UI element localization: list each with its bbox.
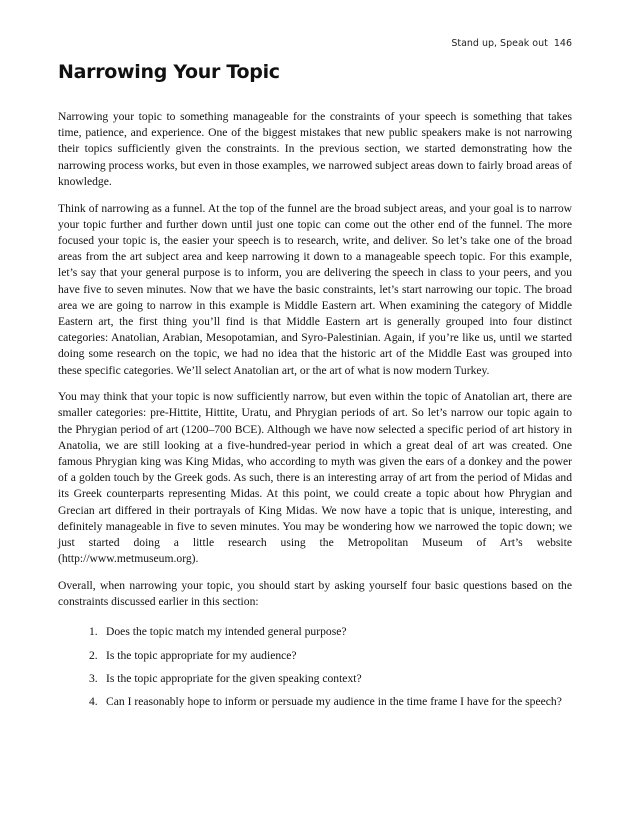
- list-item-number: 2.: [89, 648, 98, 662]
- page-number: 146: [553, 38, 572, 49]
- section-title: Narrowing Your Topic: [58, 61, 280, 83]
- running-header: [451, 38, 572, 49]
- list-item-text: Does the topic match my intended general purpose?: [106, 625, 347, 639]
- list-item-text: Is the topic appropriate for the given speaking context?: [106, 671, 362, 685]
- questions-list: [58, 624, 572, 710]
- list-item-text: Is the topic appropriate for my audience?: [106, 648, 297, 662]
- list-item: [89, 624, 572, 640]
- list-item: [89, 671, 572, 687]
- paragraph-funnel: Think of narrowing as a funnel. At the top of the funnel are the broad subject areas, and your goal is to narrow your topic further and further down until just one topic can come out the other end of the funnel. The more focused your topic is, the easier your speech is to research, write, and deliver. So let’s take one of the broad areas from the art subject area and keep narrowing it down to a manageable speech topic. For this example, let’s say that your general purpose is to inform, you are delivering the speech in class to your peers, and you have five to seven minutes. Now that we have the basic constraints, let’s start narrowing our topic. The broad area we are going to narrow in this example is Middle Eastern art. When examining the category of Middle Eastern art, the first thing you’ll find is that Middle Eastern art is generally grouped into four distinct categories: Anatolian, Arabian, Mesopotamian, and Syro-Palestinian. Again, if you’re like us, until we started doing some research on the topic, we had no idea that the historic art of the Middle East was grouped into these specific categories. We’ll select Anatolian art, or the art of what is now modern Turkey.: [58, 201, 572, 377]
- paragraph-overall: Overall, when narrowing your topic, you should start by asking yourself four basic questions based on the constraints discussed earlier in this section:: [58, 578, 572, 609]
- list-item-text: Can I reasonably hope to inform or persuade my audience in the time frame I have for the speech?: [106, 695, 562, 708]
- list-item-number: 1.: [89, 625, 98, 639]
- paragraph-anatolian: You may think that your topic is now sufficiently narrow, but even within the topic of Anatolian art, there are smaller categories: pre-Hittite, Hittite, Uratu, and Phrygian periods of art. So let’s narrow our topic again to the Phrygian period of art (1200–700 BCE). Although we have now selected a specific period of art history in Anatolia, we are still looking at a five-hundred-year period in which a great deal of art was created. One famous Phrygian king was King Midas, who according to myth was given the ears of a donkey and the power of a golden touch by the Greek gods. As such, there is an interesting array of art from the period of Midas and its Greek counterparts representing Midas. At this point, we could create a topic about how Phrygian and Grecian art differed in their portrayals of King Midas. We now have a topic that is unique, interesting, and definitely manageable in five to seven minutes. You may be wondering how we narrowed the topic down; we just started doing a little research using the Metropolitan Museum of Art’s website (http://www.metmuseum.org).: [58, 390, 572, 566]
- list-item: [89, 694, 572, 710]
- list-item-number: 4.: [89, 695, 98, 708]
- list-item-number: 3.: [89, 671, 98, 685]
- running-title: Stand up, Speak out: [451, 38, 548, 49]
- list-item: [89, 648, 572, 664]
- paragraph-intro: Narrowing your topic to something manageable for the constraints of your speech is something that takes time, patience, and experience. One of the biggest mistakes that new public speakers make is not narrowing their topics sufficiently given the constraints. In the previous section, we started demonstrating how the narrowing process works, but even in those examples, we narrowed subject areas down to fairly broad areas of knowledge.: [58, 110, 572, 188]
- body-text: [58, 109, 572, 717]
